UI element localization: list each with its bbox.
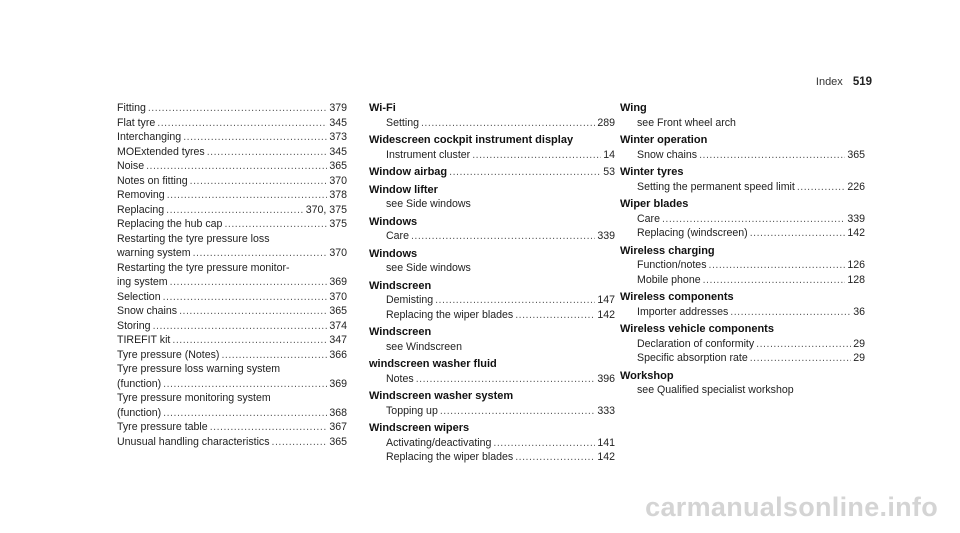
entry-text: Snow chains <box>637 148 698 161</box>
index-entry <box>620 351 865 366</box>
entry-text: Care <box>386 230 409 242</box>
page-ref: 378 <box>329 189 347 201</box>
index-entry <box>117 333 347 348</box>
dot-leader <box>193 246 328 261</box>
page-ref: 369 <box>329 276 347 288</box>
dot-leader <box>163 290 328 305</box>
dot-leader <box>190 174 328 189</box>
page-ref: 147 <box>597 294 615 306</box>
index-entry <box>117 203 347 218</box>
index-entry <box>369 450 615 465</box>
index-heading: Wing <box>620 102 647 114</box>
index-heading: Windscreen <box>369 279 432 292</box>
index-entry <box>117 406 347 421</box>
page-ref: 142 <box>597 451 615 463</box>
entry-text: Noise <box>117 160 145 172</box>
index-group <box>369 325 615 354</box>
dot-leader <box>157 116 327 131</box>
page-ref: 369 <box>329 377 347 390</box>
entry-text: Topping up <box>386 404 438 417</box>
index-entry <box>369 372 615 387</box>
entry-text: Fitting <box>117 102 146 114</box>
index-heading: Window lifter <box>369 183 438 196</box>
dot-leader <box>166 203 304 218</box>
page-ref: 365 <box>329 435 347 448</box>
dot-leader <box>662 212 845 227</box>
index-group <box>369 165 615 180</box>
index-entry <box>117 377 347 392</box>
page-ref: 367 <box>329 421 347 433</box>
index-group <box>369 279 615 323</box>
entry-text: Tyre pressure table <box>117 421 208 433</box>
dot-leader <box>170 275 328 290</box>
index-entry <box>117 188 347 203</box>
index-entry <box>117 130 347 145</box>
dot-leader <box>493 436 595 451</box>
page-ref: 339 <box>597 230 615 242</box>
dot-leader <box>210 420 328 435</box>
index-entry <box>369 436 615 451</box>
index-entry <box>369 404 615 419</box>
page-ref: 339 <box>847 212 865 225</box>
page-ref: 53 <box>603 166 615 178</box>
entry-text: TIREFIT kit <box>117 334 171 346</box>
page-ref: 368 <box>329 406 347 419</box>
index-line: Tyre pressure loss warning system <box>117 363 281 375</box>
index-group <box>620 290 865 319</box>
page-ref: 142 <box>597 308 615 321</box>
dot-leader <box>515 308 595 323</box>
dot-leader <box>709 258 846 273</box>
index-entry <box>620 258 865 273</box>
page-ref: 370 <box>329 174 347 187</box>
dot-leader <box>172 333 327 348</box>
index-entry <box>117 275 347 290</box>
index-entry <box>369 148 615 163</box>
index-entry <box>369 293 615 308</box>
entry-text: ing system <box>117 276 168 288</box>
entry-text: Demisting <box>386 294 434 306</box>
page-ref: 36 <box>853 305 865 318</box>
index-line: see Front wheel arch <box>637 116 736 129</box>
index-line: Restarting the tyre pressure monitor- <box>117 261 290 274</box>
entry-text: (function) <box>117 406 162 419</box>
page-ref: 347 <box>329 334 347 346</box>
entry-text: (function) <box>117 377 162 390</box>
page-ref: 370, 375 <box>305 203 347 216</box>
page-ref: 375 <box>329 218 347 230</box>
entry-text: Interchanging <box>117 131 182 143</box>
index-group <box>620 244 865 288</box>
index-column-1 <box>117 101 347 449</box>
index-heading: Window airbag <box>369 166 448 178</box>
index-line: see Windscreen <box>386 340 462 353</box>
dot-leader <box>167 188 328 203</box>
index-entry <box>117 145 347 160</box>
dot-leader <box>163 406 327 421</box>
entry-text: Replacing the wiper blades <box>386 308 514 321</box>
dot-leader <box>207 145 328 160</box>
page-ref: 333 <box>597 404 615 417</box>
index-heading: Windscreen wipers <box>369 422 470 434</box>
index-entry <box>117 420 347 435</box>
entry-text: Snow chains <box>117 305 178 317</box>
index-group <box>369 247 615 276</box>
page-ref: 365 <box>329 305 347 317</box>
index-line: Restarting the tyre pressure loss <box>117 232 270 245</box>
index-group <box>620 322 865 366</box>
index-heading: Wireless components <box>620 291 734 303</box>
page-ref: 226 <box>847 180 865 193</box>
entry-text: Notes <box>386 372 414 385</box>
index-heading: Windscreen <box>369 326 432 338</box>
entry-text: Unusual handling characteristics <box>117 435 270 448</box>
index-heading: Wi-Fi <box>369 102 396 114</box>
dot-leader <box>440 404 595 419</box>
index-heading: Windows <box>369 215 418 228</box>
entry-text: Care <box>637 212 660 225</box>
index-group <box>620 369 865 398</box>
index-heading: Winter tyres <box>620 166 684 178</box>
index-line: see Qualified specialist workshop <box>637 384 794 396</box>
page-ref: 29 <box>853 352 865 364</box>
index-column-2 <box>369 101 615 468</box>
page-ref: 29 <box>853 337 865 350</box>
dot-leader <box>224 217 327 232</box>
dot-leader <box>515 450 595 465</box>
index-entry <box>117 174 347 189</box>
dot-leader <box>472 148 601 163</box>
entry-text: Setting the permanent speed limit <box>637 180 795 193</box>
index-heading: windscreen washer fluid <box>369 358 497 370</box>
entry-text: Replacing the hub cap <box>117 218 223 230</box>
index-heading: Wireless vehicle components <box>620 323 774 335</box>
index-entry <box>117 290 347 305</box>
entry-text: Activating/deactivating <box>386 436 492 449</box>
entry-text: Storing <box>117 319 151 332</box>
entry-text: Flat tyre <box>117 116 156 129</box>
index-entry <box>117 319 347 334</box>
index-heading-entry <box>369 165 615 180</box>
dot-leader <box>750 226 846 241</box>
entry-text: Replacing <box>117 203 165 216</box>
index-entry <box>620 273 865 288</box>
index-heading: Winter operation <box>620 134 708 146</box>
section-title: Index <box>815 76 843 88</box>
page-ref: 373 <box>329 131 347 143</box>
index-entry <box>620 337 865 352</box>
dot-leader <box>221 348 327 363</box>
entry-text: Mobile phone <box>637 273 701 286</box>
entry-text: Importer addresses <box>637 305 729 318</box>
index-entry <box>369 229 615 244</box>
entry-text: Replacing (windscreen) <box>637 227 748 239</box>
dot-leader <box>179 304 327 319</box>
dot-leader <box>416 372 596 387</box>
entry-text: Declaration of conformity <box>637 337 755 350</box>
index-entry <box>117 304 347 319</box>
index-heading: Workshop <box>620 369 674 382</box>
dot-leader <box>183 130 327 145</box>
index-group <box>369 133 615 162</box>
index-entry <box>620 305 865 320</box>
entry-text: Removing <box>117 189 165 201</box>
page-ref: 396 <box>597 372 615 385</box>
index-entry <box>620 180 865 195</box>
index-entry <box>620 226 865 241</box>
index-heading: Widescreen cockpit instrument display <box>369 134 574 146</box>
index-line: Tyre pressure monitoring system <box>117 392 271 404</box>
index-entry <box>117 101 347 116</box>
entry-text: Tyre pressure (Notes) <box>117 348 220 361</box>
dot-leader <box>153 319 328 334</box>
dot-leader <box>730 305 851 320</box>
index-group <box>369 215 615 244</box>
dot-leader <box>146 159 327 174</box>
watermark: carmanualsonline.info <box>645 492 938 522</box>
page-ref: 366 <box>329 348 347 361</box>
page-header <box>816 76 872 88</box>
page-ref: 142 <box>847 227 865 239</box>
page-ref: 365 <box>847 148 865 161</box>
index-entry <box>117 246 347 261</box>
dot-leader <box>272 435 328 450</box>
index-entry <box>117 435 347 450</box>
index-entry <box>117 116 347 131</box>
dot-leader <box>421 116 595 131</box>
dot-leader <box>699 148 845 163</box>
index-line: see Side windows <box>386 198 471 210</box>
index-heading: Wireless charging <box>620 244 715 257</box>
dot-leader <box>411 229 595 244</box>
index-entry <box>620 212 865 227</box>
index-heading: Wiper blades <box>620 198 689 210</box>
entry-text: Selection <box>117 290 161 303</box>
index-entry <box>117 217 347 232</box>
index-group <box>369 101 615 130</box>
index-entry <box>117 348 347 363</box>
index-group <box>620 197 865 241</box>
index-group <box>620 101 865 130</box>
index-group <box>369 421 615 465</box>
entry-text: Instrument cluster <box>386 148 471 161</box>
page-number: 519 <box>852 76 872 88</box>
index-entry <box>117 159 347 174</box>
entry-text: MOExtended tyres <box>117 145 205 158</box>
page-ref: 289 <box>597 116 615 129</box>
index-column-3 <box>620 101 865 401</box>
index-group <box>620 165 865 194</box>
index-entry <box>620 148 865 163</box>
entry-text: warning system <box>117 247 191 259</box>
dot-leader <box>756 337 851 352</box>
page-ref: 379 <box>329 102 347 114</box>
dot-leader <box>163 377 327 392</box>
entry-text: Notes on fitting <box>117 174 188 187</box>
entry-text: Setting <box>386 116 419 129</box>
index-heading: Windows <box>369 247 418 260</box>
page-ref: 365 <box>329 160 347 172</box>
dot-leader <box>750 351 851 366</box>
index-line: see Side windows <box>386 262 471 274</box>
index-group <box>369 357 615 386</box>
page-ref: 370 <box>329 290 347 303</box>
page-ref: 374 <box>329 319 347 332</box>
index-entry <box>369 116 615 131</box>
index-group <box>369 389 615 418</box>
page-ref: 345 <box>329 116 347 129</box>
index-entry <box>369 308 615 323</box>
page-ref: 126 <box>847 259 865 271</box>
page-ref: 345 <box>329 145 347 158</box>
page-ref: 141 <box>597 436 615 449</box>
dot-leader <box>449 165 601 180</box>
entry-text: Replacing the wiper blades <box>386 451 514 463</box>
entry-text: Function/notes <box>637 259 707 271</box>
index-heading: Windscreen washer system <box>369 390 514 402</box>
index-group <box>620 133 865 162</box>
page-ref: 128 <box>847 273 865 286</box>
dot-leader <box>435 293 595 308</box>
dot-leader <box>797 180 845 195</box>
entry-text: Specific absorption rate <box>637 352 748 364</box>
dot-leader <box>703 273 846 288</box>
page-ref: 370 <box>329 247 347 259</box>
index-group <box>369 183 615 212</box>
page-ref: 14 <box>603 148 615 161</box>
dot-leader <box>148 101 327 116</box>
